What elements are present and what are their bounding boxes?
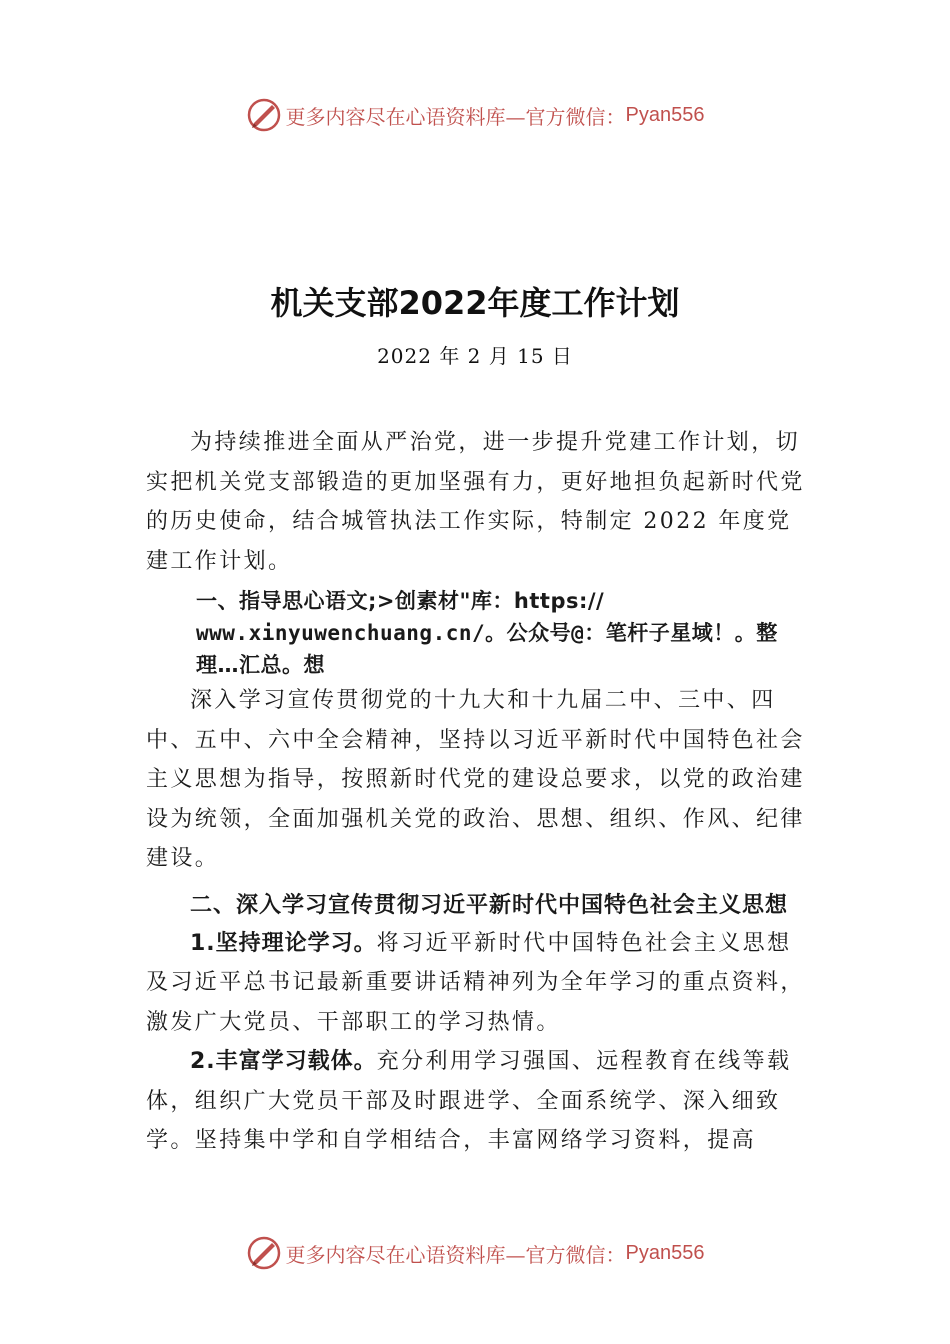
item2-paragraph bbox=[146, 1042, 806, 1161]
document-title: 机关支部2022年度工作计划 bbox=[270, 284, 680, 322]
header-banner bbox=[0, 95, 950, 135]
banner-wechat-id: Pyan556 bbox=[625, 103, 705, 126]
banner-text: 更多内容尽在心语资料库—官方微信： bbox=[285, 104, 626, 129]
banner-text: 更多内容尽在心语资料库—官方微信： bbox=[285, 1242, 626, 1267]
item1-body: 将习近平新时代中国特色社会主义思想及习近平总书记最新重要讲话精神列为全年学习的重点资料，激发广大党员、干部职工的学习热情。 bbox=[146, 930, 805, 1035]
banner-wechat-id: Pyan556 bbox=[625, 1241, 705, 1264]
pen-logo-icon bbox=[246, 97, 282, 133]
section1-heading-line1: 一、指导思心语文;>创素材"库：https:// bbox=[196, 589, 605, 613]
document-date: 2022 年 2 月 15 日 bbox=[377, 344, 573, 368]
footer-banner bbox=[0, 1233, 950, 1273]
document-body bbox=[146, 423, 806, 1161]
intro-paragraph: 为持续推进全面从严治党，进一步提升党建工作计划，切实把机关党支部锻造的更加坚强有力，更好地担负起新时代党的历史使命，结合城管执法工作实际，特制定 2022 年度党建工作计划。 bbox=[146, 430, 805, 574]
item1-lead: 1.坚持理论学习。 bbox=[190, 930, 377, 956]
section1-heading bbox=[146, 585, 806, 681]
pen-logo-icon bbox=[246, 1235, 282, 1271]
section2-heading: 二、深入学习宣传贯彻习近平新时代中国特色社会主义思想 bbox=[190, 892, 789, 918]
section1-paragraph: 深入学习宣传贯彻党的十九大和十九届二中、三中、四中、五中、六中全会精神，坚持以习近平新时代中国特色社会主义思想为指导，按照新时代党的建设总要求，以党的政治建设为统领，全面加强机关党的政治、思想、组织、作风、纪律建设。 bbox=[146, 688, 805, 871]
section1-heading-line3: 理…汇总。想 bbox=[196, 653, 325, 677]
item2-lead: 2.丰富学习载体。 bbox=[190, 1049, 377, 1074]
item1-paragraph bbox=[146, 924, 806, 1043]
item2-body: 充分利用学习强国、远程教育在线等载体，组织广大党员干部及时跟进学、全面系统学、深入细致学。坚持集中学和自学相结合，丰富网络学习资料，提高 bbox=[146, 1049, 792, 1153]
section1-heading-line2: www.xinyuwenchuang.cn/。公众号@：笔杆子星域！。整 bbox=[196, 621, 778, 645]
